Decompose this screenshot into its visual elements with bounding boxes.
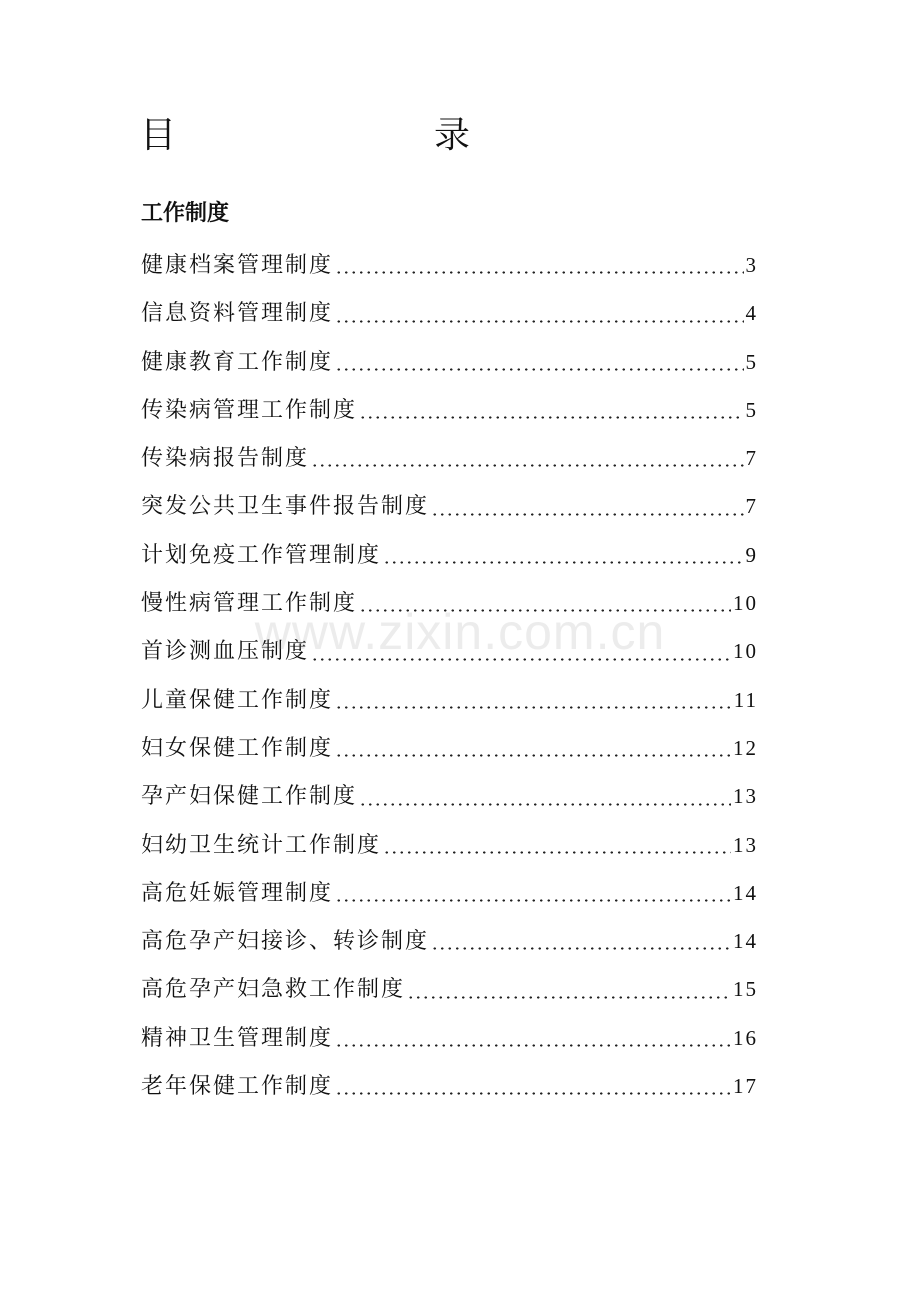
toc-dot-leader: [431, 513, 743, 516]
toc-entry-page-number: 10: [733, 591, 758, 616]
toc-entry-page-number: 4: [745, 301, 758, 326]
toc-dot-leader: [335, 1092, 731, 1095]
toc-dot-leader: [383, 561, 743, 564]
toc-entry-page-number: 5: [745, 397, 758, 422]
toc-entry-label: 健康教育工作制度: [141, 349, 334, 375]
page-title-char-2: 录: [433, 115, 470, 156]
toc-entry-label: 高危孕产妇急救工作制度: [141, 977, 406, 1003]
toc-entry-page-number: 7: [745, 446, 758, 471]
toc-dot-leader: [359, 803, 731, 806]
toc-dot-leader: [335, 899, 731, 902]
page-title: [140, 112, 470, 160]
toc-entry-page-number: 14: [733, 880, 758, 905]
toc-entry-label: 妇女保健工作制度: [141, 735, 334, 761]
toc-entry[interactable]: [141, 391, 758, 439]
toc-entry[interactable]: [141, 922, 758, 970]
watermark: www.zixin.com.cn: [254, 604, 666, 660]
toc-dot-leader: [335, 320, 743, 323]
toc-entry-label: 孕产妇保健工作制度: [141, 784, 358, 810]
toc-entry-page-number: 17: [733, 1074, 758, 1099]
toc-dot-leader: [359, 609, 731, 612]
toc-dot-leader: [335, 706, 732, 709]
toc-dot-leader: [335, 271, 743, 274]
toc-entry-page-number: 12: [733, 735, 758, 760]
toc-entry-label: 健康档案管理制度: [141, 253, 334, 278]
toc-entry[interactable]: [141, 777, 758, 825]
toc-dot-leader: [311, 464, 743, 467]
toc-entry[interactable]: [141, 1067, 758, 1115]
page-title-char-1: 目: [140, 115, 177, 156]
toc-entry[interactable]: [141, 487, 758, 535]
toc-dot-leader: [335, 368, 743, 371]
toc-entry[interactable]: [141, 681, 758, 729]
toc-entry[interactable]: [141, 874, 758, 922]
toc-entry-page-number: 15: [733, 977, 758, 1002]
toc-entry-page-number: 5: [745, 349, 758, 374]
toc-entry[interactable]: [141, 632, 758, 680]
toc-entry-label: 计划免疫工作管理制度: [141, 542, 382, 568]
toc-entry[interactable]: [141, 246, 758, 294]
toc-entry-label: 首诊测血压制度: [141, 639, 310, 665]
toc-entry[interactable]: [141, 536, 758, 584]
toc-entry[interactable]: [141, 343, 758, 391]
toc-entry-label: 传染病报告制度: [141, 446, 310, 472]
toc-entry[interactable]: [141, 826, 758, 874]
toc-entry[interactable]: [141, 439, 758, 487]
toc-entry[interactable]: [141, 970, 758, 1018]
toc-entry-label: 精神卫生管理制度: [141, 1025, 334, 1051]
toc-entry-label: 儿童保健工作制度: [141, 687, 334, 713]
toc-entry-label: 妇幼卫生统计工作制度: [141, 832, 382, 858]
toc-entry-page-number: 7: [745, 494, 758, 519]
toc-entry-page-number: 3: [745, 253, 758, 277]
toc-entry-page-number: 10: [733, 639, 758, 664]
toc-entry-label: 突发公共卫生事件报告制度: [141, 494, 430, 520]
toc-entry[interactable]: [141, 729, 758, 777]
toc-entry-label: 高危孕产妇接诊、转诊制度: [141, 929, 430, 955]
toc-entry-label: 慢性病管理工作制度: [141, 591, 358, 617]
toc-entry-page-number: 16: [733, 1025, 758, 1050]
toc-dot-leader: [407, 996, 731, 999]
toc-entry-page-number: 9: [745, 542, 758, 567]
toc-dot-leader: [359, 416, 743, 419]
toc-entry[interactable]: [141, 584, 758, 632]
toc-dot-leader: [335, 754, 731, 757]
toc-dot-leader: [383, 851, 731, 854]
toc-entry-label: 老年保健工作制度: [141, 1074, 334, 1100]
toc-entry-label: 传染病管理工作制度: [141, 397, 358, 423]
toc-dot-leader: [335, 1044, 731, 1047]
toc-dot-leader: [311, 658, 731, 661]
toc-entry[interactable]: [141, 1019, 758, 1067]
toc-entry-page-number: 11: [733, 687, 758, 712]
toc-dot-leader: [431, 947, 731, 950]
toc-entry-label: 信息资料管理制度: [141, 301, 334, 327]
toc-entry-page-number: 13: [733, 832, 758, 857]
section-heading: 工作制度: [141, 201, 230, 226]
table-of-contents: [141, 246, 758, 1115]
toc-entry-page-number: 14: [733, 929, 758, 954]
toc-entry-page-number: 13: [733, 784, 758, 809]
toc-entry[interactable]: [141, 294, 758, 342]
toc-entry-label: 高危妊娠管理制度: [141, 880, 334, 906]
